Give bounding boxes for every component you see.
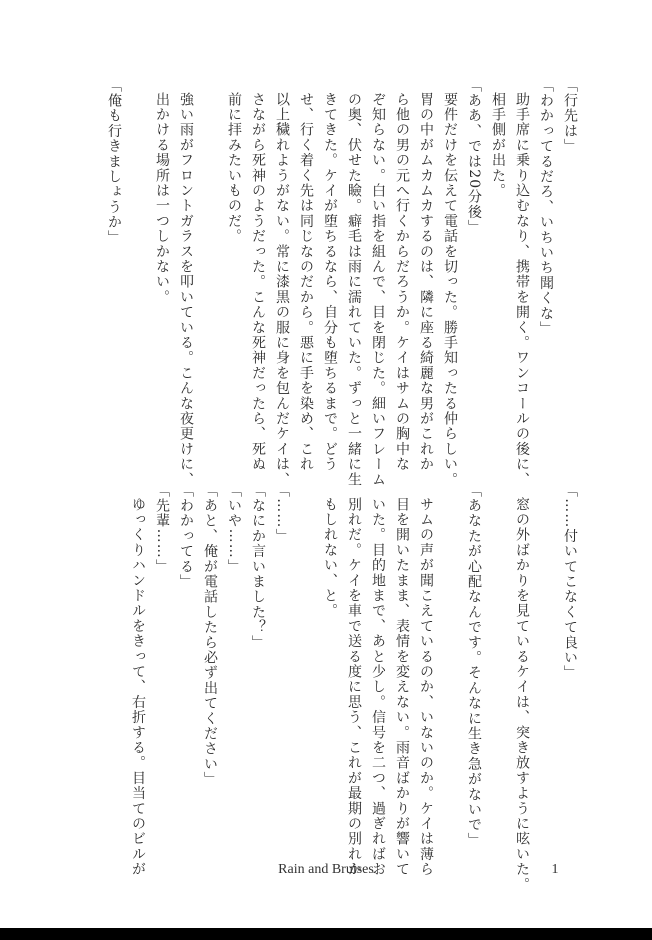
- narration-line: 窓の外ばかりを見ているケイは、突き放すように呟いた。: [514, 497, 530, 893]
- blank-line: [198, 78, 222, 461]
- narration-line: 前に拝みたいものだ。: [226, 92, 242, 244]
- dialogue-line: 「あなたが心配なんです。そんなに生き急がないで」: [466, 483, 482, 848]
- blank-line: [534, 483, 558, 853]
- blank-line: [126, 78, 150, 461]
- narration-line: きてきた。ケイが堕ちるなら、自分も堕ちるまで。どう: [322, 92, 338, 472]
- upper-text-block: [72, 78, 582, 488]
- blank-line: [486, 483, 510, 853]
- dialogue-line: 「わかってるだろ、いちいち聞くな」: [538, 78, 554, 337]
- blank-line: [294, 483, 318, 853]
- narration-line: の奥、伏せた瞼。癖毛は雨に濡れていた。ずっと一緒に生: [346, 92, 362, 488]
- dialogue-line: 「あと、俺が電話したら必ず出てください」: [202, 483, 218, 787]
- narration-line: 相手側が出た。: [490, 92, 506, 199]
- dialogue-line: 「先輩……」: [154, 483, 170, 575]
- narration-line: サムの声が聞こえているのか、いないのか。ケイは薄ら: [418, 497, 434, 877]
- narration-line: 強い雨がフロントガラスを叩いている。こんな夜更けに、: [178, 92, 194, 488]
- narration-line: 要件だけを伝えて電話を切った。勝手知ったる仲らしい。: [442, 92, 458, 488]
- narration-line: いた。目的地まで、あと少し。信号を二つ、過ぎればお: [370, 497, 386, 877]
- narration-line: ゆっくりハンドルをきって、右折する。目当てのビルが: [130, 497, 146, 877]
- dialogue-line: 「……」: [274, 483, 290, 544]
- narration-line: 以上穢れようがない。常に漆黒の服に身を包んだケイは、: [274, 92, 290, 488]
- running-footer-title: Rain and Bruises: [278, 862, 374, 877]
- narration-line: ら他の男の元へ行くからだろうか。ケイはサムの胸中な: [394, 92, 410, 472]
- dialogue-line: 「俺も行きましょうか」: [106, 78, 122, 246]
- bottom-edge-bar: [0, 928, 652, 940]
- narration-line: せ、行く着く先は同じなのだから。悪に手を染め、これ: [298, 92, 314, 472]
- narration-line: もしれない、と。: [322, 497, 338, 619]
- dialogue-line: 「わかってる」: [178, 483, 194, 590]
- narration-line: 胃の中がムカムカするのは、隣に座る綺麗な男がこれか: [418, 92, 434, 472]
- page-number: 1: [551, 862, 559, 877]
- blank-line: [438, 483, 462, 853]
- dialogue-line: 「……付いてこなくて良い」: [562, 483, 578, 681]
- narration-line: 出かける場所は一つしかない。: [154, 92, 170, 305]
- dialogue-line: 「いや……」: [226, 483, 242, 575]
- dialogue-line: 「行先は」: [562, 78, 578, 154]
- narration-line: 別れだ。ケイを車で送る度に思う、これが最期の別れか: [346, 497, 362, 877]
- narration-line: 目を開いたまま、表情を変えない。雨音ばかりが響いて: [394, 497, 410, 877]
- narration-line: さながら死神のようだった。こんな死神だったら、死ぬ: [250, 92, 266, 472]
- narration-line: ぞ知らない。白い指を組んで、目を閉じた。細いフレーム: [370, 92, 386, 488]
- narration-line: 助手席に乗り込むなり、携帯を開く。ワンコールの後に、: [514, 92, 530, 488]
- dialogue-line: 「ああ、では20分後」: [466, 78, 482, 236]
- dialogue-line: 「なにか言いました？」: [250, 483, 266, 651]
